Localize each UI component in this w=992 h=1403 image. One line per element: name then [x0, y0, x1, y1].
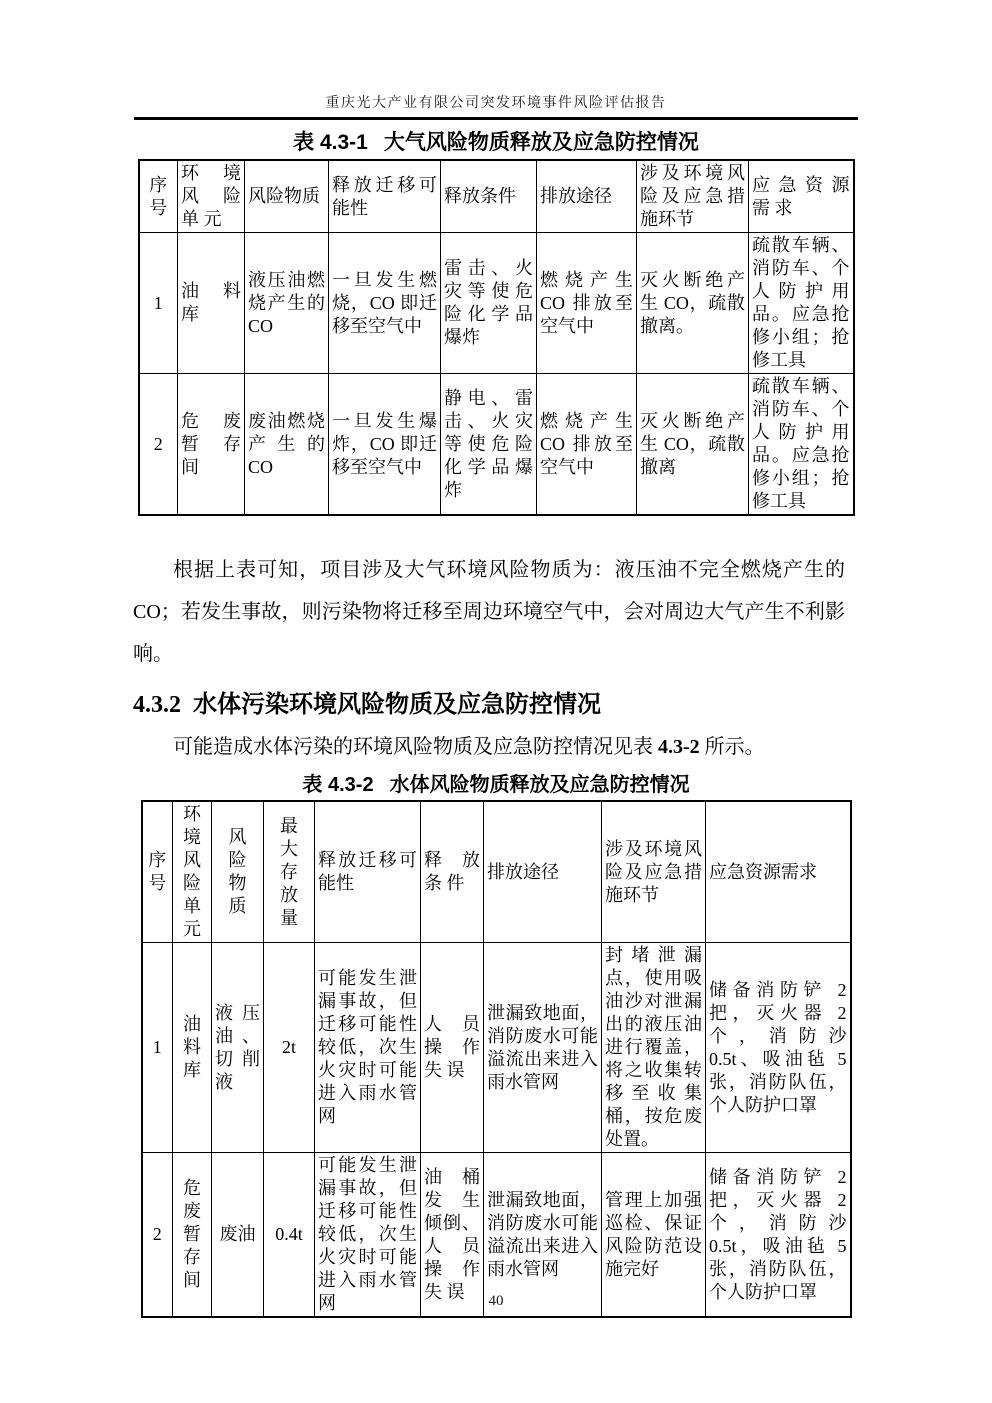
- table2-caption-label: 表 4.3-2: [302, 774, 374, 796]
- paragraph-text: 可能造成水体污染的环境风险物质及应急防控情况见表: [173, 736, 658, 758]
- table-air-risk: [138, 159, 855, 516]
- table-cell: 管理上加强巡检、保证风险防范设施完好: [602, 1153, 706, 1318]
- table-cell: 灭火断绝产生 CO，疏散撤离: [637, 374, 749, 516]
- table-cell: 泄漏致地面，消防废水可能溢流出来进入雨水管网: [484, 943, 602, 1153]
- table-cell: 储备消防铲 2 把，灭火器 2 个，消防沙 0.5t，吸油毡 5 张，消防队伍，个人防护口罩: [706, 1153, 851, 1318]
- header-cell: 序号: [139, 160, 178, 233]
- table-cell: 油 桶 发 生 倾倒、 人 员 操 作 失 误: [421, 1153, 484, 1318]
- table-cell: 1: [142, 943, 173, 1153]
- section-number: 4.3.2: [133, 692, 181, 718]
- header-cell: 序号: [142, 801, 173, 943]
- table-cell: 1: [139, 233, 178, 374]
- page-number: 40: [488, 1293, 504, 1309]
- header-cell: 释 放 条 件: [421, 801, 484, 943]
- table-cell: 静电、雷击、火灾等使危险化学品爆炸: [441, 374, 537, 516]
- paragraph-water-intro: [133, 731, 845, 763]
- table2-header-row: [142, 801, 851, 943]
- table-cell: 灭火断绝产生 CO，疏散撤离。: [637, 233, 749, 374]
- vertical-header-text: 风险物质: [228, 827, 247, 916]
- table-cell: 危废暂存间: [173, 1153, 212, 1318]
- header-cell: 涉及环境风险及应急措施环节: [602, 801, 706, 943]
- table-cell: 燃烧产生 CO 排放至空气中: [537, 233, 637, 374]
- header-cell: 应 急 资 源 需 求: [749, 160, 854, 233]
- table-cell: 液压油、切削液: [212, 943, 264, 1153]
- table-cell: 危 废 暂 存 间: [178, 374, 245, 516]
- table-cell: 液压油燃烧产生的CO: [245, 233, 329, 374]
- paragraph-air-summary: 根据上表可知，项目涉及大气环境风险物质为：液压油不完全燃烧产生的CO；若发生事故，则污染物将迁移至周边环境空气中，会对周边大气产生不利影响。: [133, 559, 845, 665]
- table-reference: 4.3-2: [658, 736, 700, 758]
- header-cell: 涉及环境风险及应急措施环节: [637, 160, 749, 233]
- table-cell: 废油燃烧产生的CO: [245, 374, 329, 516]
- table-row: [139, 233, 854, 374]
- header-cell: [264, 801, 315, 943]
- header-cell: 排放途径: [484, 801, 602, 943]
- table1-caption: [0, 126, 992, 156]
- section-title: 水体污染环境风险物质及应急防控情况: [193, 691, 601, 718]
- table-cell: 疏散车辆、消防车、个人防护用品。应急抢修小组；抢修工具: [749, 233, 854, 374]
- vertical-header-text: 最大存放量: [280, 815, 298, 928]
- table-cell: 储备消防铲 2 把，灭火器 2 个，消防沙 0.5t、吸油毡 5 张，消防队伍，个人防护口罩: [706, 943, 851, 1153]
- table-cell: 2t: [264, 943, 315, 1153]
- table-cell: 雷击、火灾等使危险化学品爆炸: [441, 233, 537, 374]
- header-cell: 排放途径: [537, 160, 637, 233]
- vertical-header-text: 环境风险单元: [183, 804, 201, 939]
- header-cell: 风险物质: [245, 160, 329, 233]
- table-water-risk: [141, 800, 852, 1318]
- header-cell: 释放条件: [441, 160, 537, 233]
- table1-caption-title: 大气风险物质释放及应急防控情况: [383, 131, 699, 154]
- section-heading: [133, 684, 859, 719]
- table-cell: 燃烧产生 CO 排放至空气中: [537, 374, 637, 516]
- table-cell: 一旦发生爆炸，CO 即迁移至空气中: [329, 374, 441, 516]
- header-cell: [212, 801, 264, 943]
- table-cell: 可能发生泄漏事故，但迁移可能性较低，次生火灾时可能进入雨水管网: [315, 1153, 421, 1318]
- paragraph-text: 所示。: [699, 736, 765, 758]
- table2-caption-title: 水体风险物质释放及应急防控情况: [389, 774, 690, 796]
- table-row: [139, 374, 854, 516]
- table2-caption: [0, 768, 992, 797]
- table-cell: 可能发生泄漏事故，但迁移可能性较低，次生火灾时可能进入雨水管网: [315, 943, 421, 1153]
- table-cell: 油 料 库: [178, 233, 245, 374]
- table-cell: 2: [142, 1153, 173, 1318]
- header-cell: [173, 801, 212, 943]
- header-cell: 释放迁移可能性: [315, 801, 421, 943]
- header-cell: 释放迁移可能性: [329, 160, 441, 233]
- table-cell: 0.4t: [264, 1153, 315, 1318]
- table-cell: 人 员 操 作 失 误: [421, 943, 484, 1153]
- table-cell: 泄漏致地面，消防废水可能溢流出来进入雨水管网: [484, 1153, 602, 1318]
- table1-caption-label: 表 4.3-1: [293, 131, 368, 154]
- table-cell: 2: [139, 374, 178, 516]
- table-cell: 一旦发生燃烧，CO 即迁移至空气中: [329, 233, 441, 374]
- header-cell: 环 境 风 险 单 元: [178, 160, 245, 233]
- table-cell: 疏散车辆、消防车、个人防护用品。应急抢修小组；抢修工具: [749, 374, 854, 516]
- table-cell: 废油: [212, 1153, 264, 1318]
- table-cell: 封堵泄漏点，使用吸油沙对泄漏出的液压油进行覆盖，将之收集转移至收集桶，按危废处置。: [602, 943, 706, 1153]
- header-cell: 应急资源需求: [706, 801, 851, 943]
- running-header: 重庆光大产业有限公司突发环境事件风险评估报告: [325, 96, 667, 111]
- table-row: [142, 943, 851, 1153]
- table1-header-row: [139, 160, 854, 233]
- header-rule: [134, 117, 858, 120]
- table-cell: 油料库: [173, 943, 212, 1153]
